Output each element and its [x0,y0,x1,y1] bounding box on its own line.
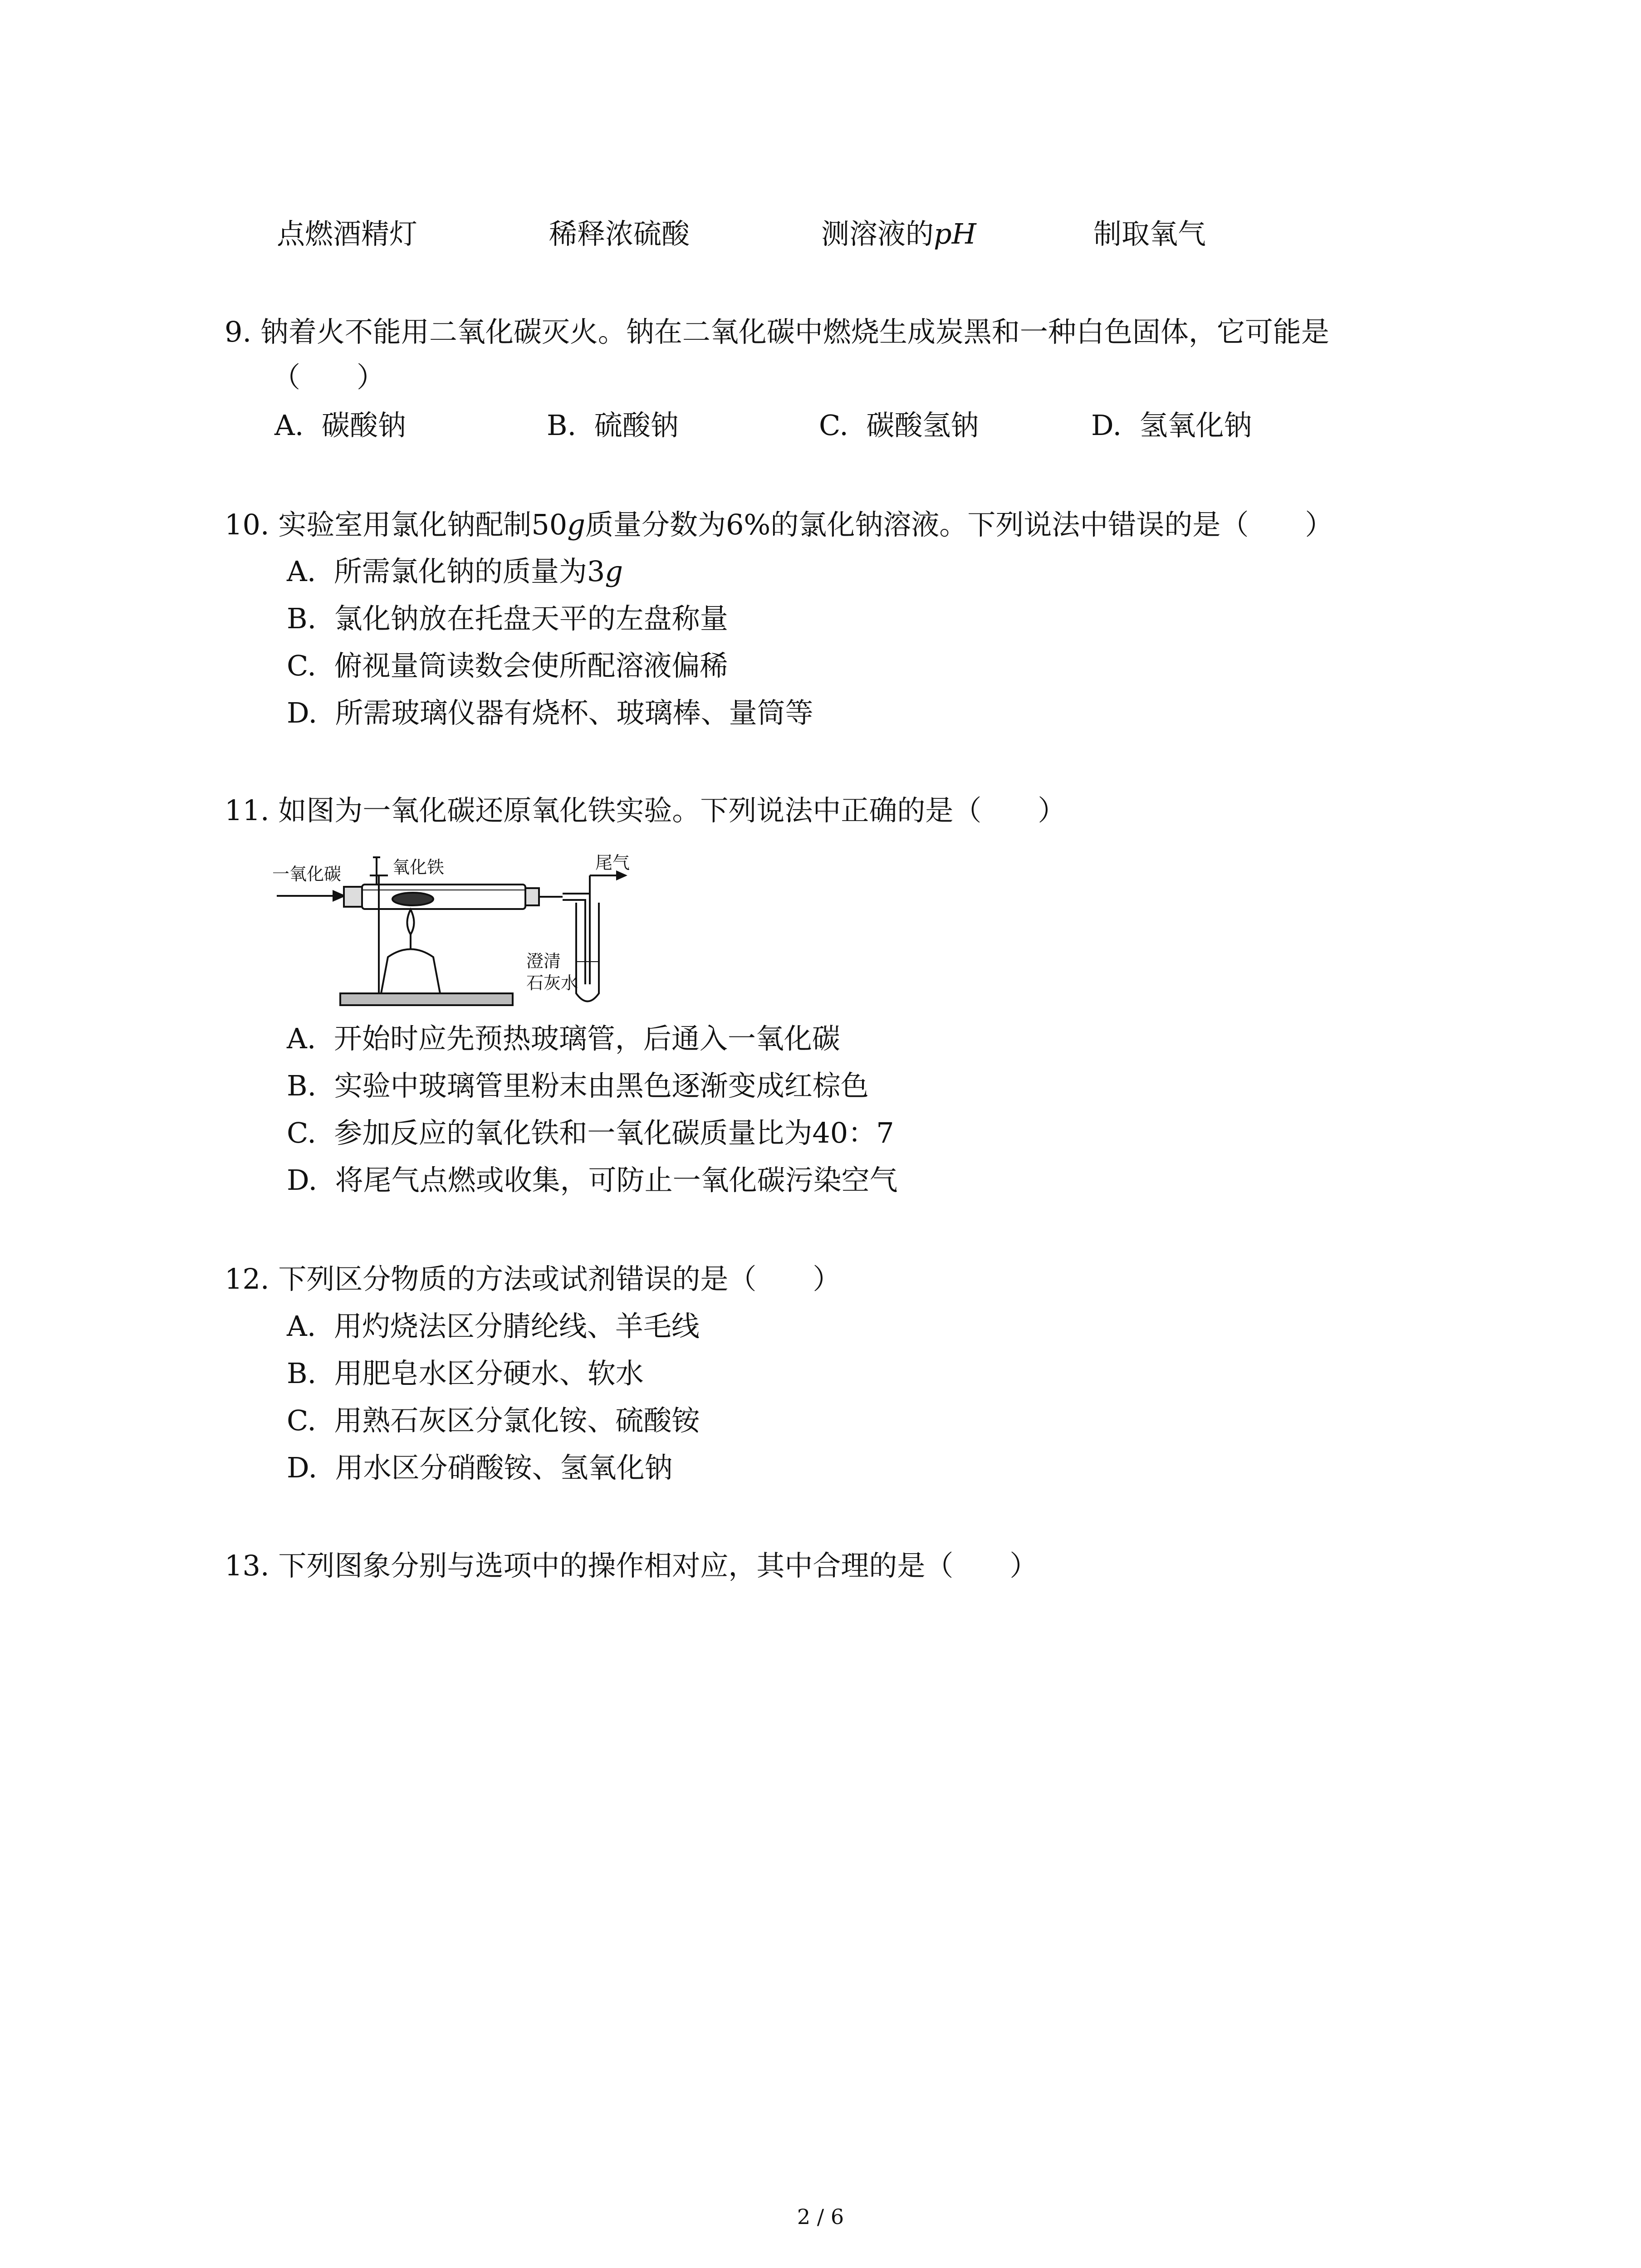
label-co: 一氧化碳 [272,864,342,884]
label-tail-gas: 尾气 [595,853,630,873]
q12-option-c: C. 用熟石灰区分氯化铵、硫酸铵 [287,1404,700,1437]
q12-option-d: D. 用水区分硝酸铵、氢氧化钠 [287,1451,673,1484]
q9-option-c: C. 碳酸氢钠 [819,409,979,442]
caption-dilute-sulfuric-acid: 稀释浓硫酸 [549,217,690,250]
q10-option-b: B. 氯化钠放在托盘天平的左盘称量 [287,602,728,635]
q13-stem: 13. 下列图象分别与选项中的操作相对应，其中合理的是（ ） [225,1549,1038,1582]
q9-number: 9. [225,315,252,348]
q12-stem: 12. 下列区分物质的方法或试剂错误的是（ ） [225,1262,841,1295]
q10-option-a: A. 所需氯化钠的质量为3g [287,555,623,588]
q11-option-b: B. 实验中玻璃管里粉末由黑色逐渐变成红棕色 [287,1069,869,1102]
q10-option-d: D. 所需玻璃仪器有烧杯、玻璃棒、量筒等 [287,696,813,729]
q13-number: 13. [225,1549,269,1582]
q11-stem: 11. 如图为一氧化碳还原氧化铁实验。下列说法中正确的是（ ） [225,794,1066,827]
caption-light-alcohol-lamp: 点燃酒精灯 [277,217,418,250]
q10-number: 10. [225,508,269,541]
caption-measure-ph: 测溶液的pH [821,217,976,250]
co-reduction-apparatus-figure [272,848,635,1016]
q12-option-b: B. 用肥皂水区分硬水、软水 [287,1357,644,1390]
q10-option-c: C. 俯视量筒读数会使所配溶液偏稀 [287,649,728,682]
q11-option-c: C. 参加反应的氧化铁和一氧化碳质量比为40：7 [287,1116,894,1149]
q12-number: 12. [225,1262,269,1295]
q9-option-b: B. 硫酸钠 [547,409,679,442]
q11-option-d: D. 将尾气点燃或收集，可防止一氧化碳污染空气 [287,1163,898,1197]
label-fe2o3: 氧化铁 [392,857,445,877]
q9-option-a: A. 碳酸钠 [274,409,406,442]
q9-stem: 9. 钠着火不能用二氧化碳灭火。钠在二氧化碳中燃烧生成炭黑和一种白色固体，它可能是 [225,315,1329,348]
q9-paren: （ ） [272,361,385,394]
q9-option-d: D. 氢氧化钠 [1091,409,1252,442]
q10-stem: 10. 实验室用氯化钠配制50g质量分数为6%的氯化钠溶液。下列说法中错误的是（ ） [225,508,1333,541]
q11-option-a: A. 开始时应先预热玻璃管，后通入一氧化碳 [287,1022,840,1055]
caption-make-oxygen: 制取氧气 [1093,217,1206,250]
q11-number: 11. [225,794,269,827]
label-limewater-2: 石灰水 [526,973,578,993]
q12-option-a: A. 用灼烧法区分腈纶线、羊毛线 [287,1310,700,1343]
label-limewater-1: 澄清 [526,951,561,971]
page-number: 2 / 6 [797,2204,844,2229]
